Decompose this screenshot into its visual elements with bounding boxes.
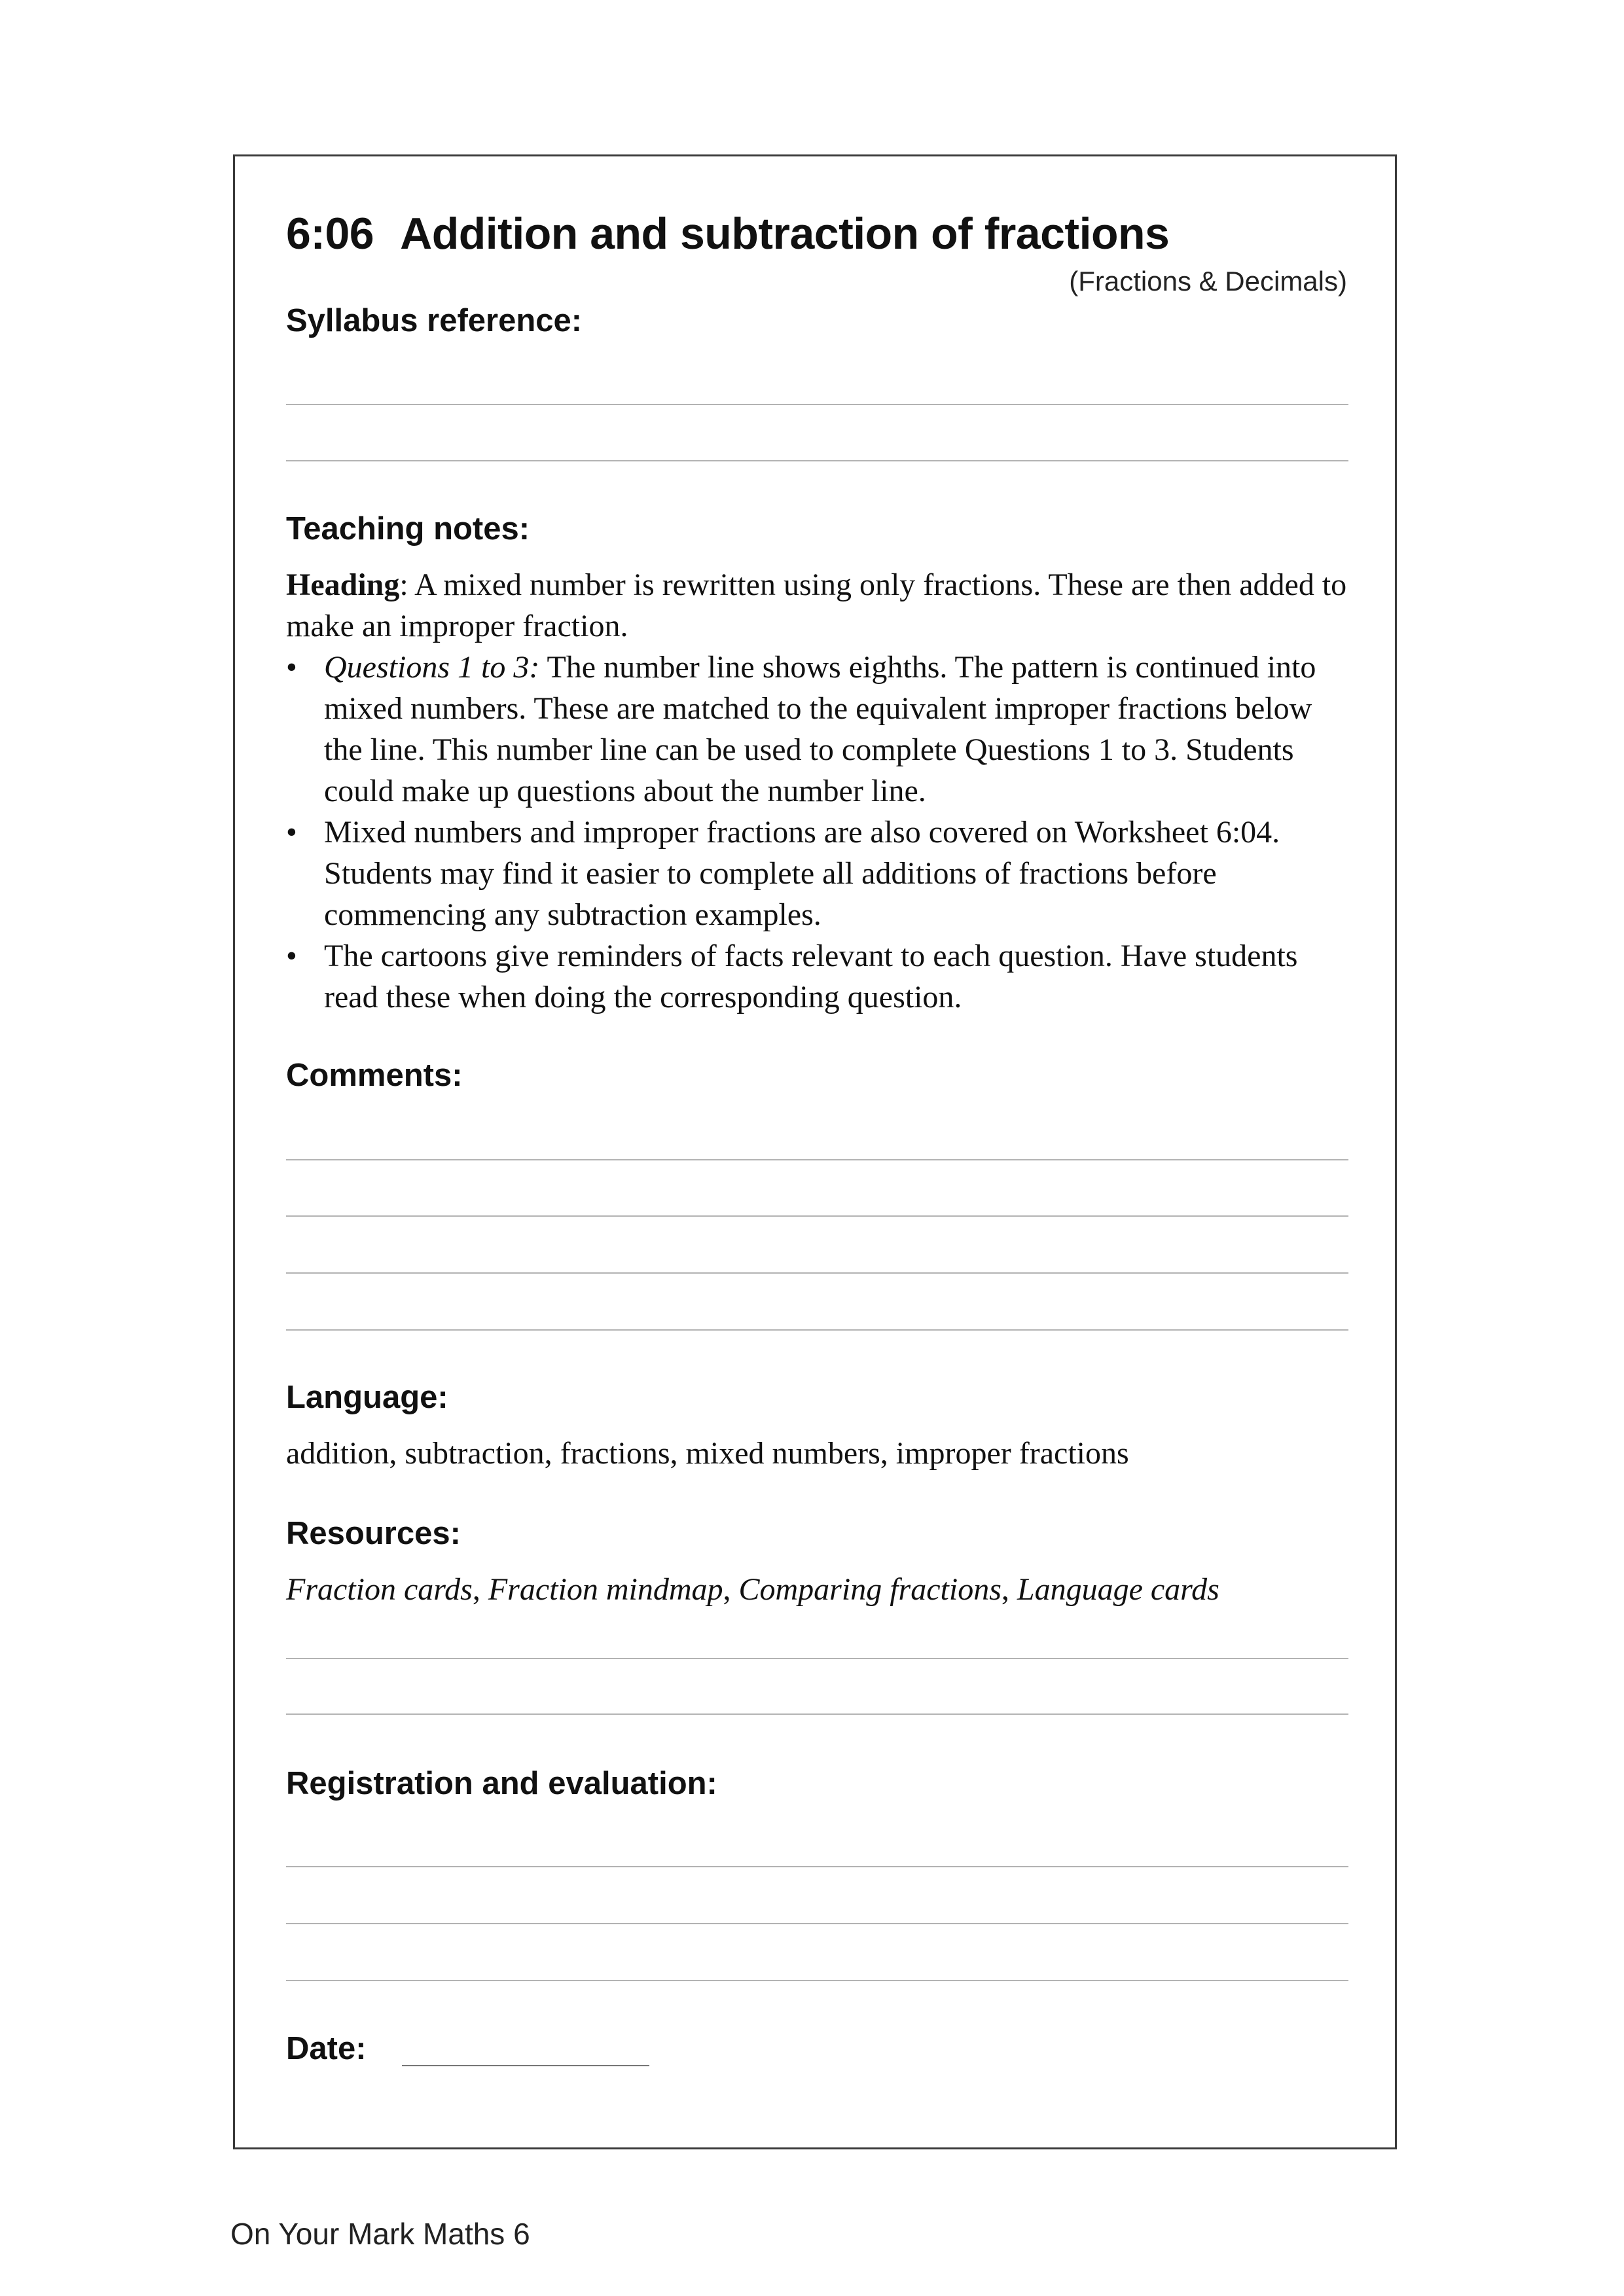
teaching-notes-heading: Teaching notes: [286, 511, 530, 547]
teaching-notes-body [286, 564, 1350, 1018]
worksheet-number: 6:06 [286, 209, 374, 259]
intro-text: : A mixed number is rewritten using only fractions. These are then added to make an improper fraction. [286, 567, 1347, 643]
list-item-lead: Questions 1 to 3: [324, 650, 540, 685]
page-title [286, 208, 1169, 259]
resources-write-line[interactable] [286, 1658, 1348, 1659]
list-item [286, 812, 1350, 935]
comments-write-line[interactable] [286, 1159, 1348, 1160]
bullet-icon: • [286, 650, 297, 685]
comments-write-line[interactable] [286, 1272, 1348, 1274]
date-write-line[interactable] [402, 2065, 649, 2066]
comments-heading: Comments: [286, 1058, 463, 1093]
resource-item: Fraction mindmap [488, 1572, 723, 1607]
syllabus-heading: Syllabus reference: [286, 303, 583, 338]
syllabus-write-line[interactable] [286, 460, 1348, 461]
list-item-text: The cartoons give reminders of facts relevant to each question. Have students read these when doing the corresponding question. [324, 939, 1298, 1014]
language-text: addition, subtraction, fractions, mixed numbers, improper fractions [286, 1436, 1129, 1471]
language-heading: Language: [286, 1380, 448, 1415]
date-heading: Date: [286, 2031, 367, 2066]
resource-item: Fraction cards [286, 1572, 473, 1607]
resource-item: Comparing fractions [738, 1572, 1001, 1607]
footer-text: On Your Mark Maths 6 [230, 2217, 530, 2251]
syllabus-write-line[interactable] [286, 404, 1348, 405]
list-item [286, 647, 1350, 812]
list-item-text: The number line shows eighths. The pattern is continued into mixed numbers. These are matched to the equivalent improper fractions below the line. This number line can be used to complete Questions 1 to 3. Students could make up questions about the number line. [324, 650, 1316, 808]
teaching-notes-intro [286, 564, 1350, 647]
registration-write-line[interactable] [286, 1923, 1348, 1924]
worksheet-title: Addition and subtraction of fractions [400, 209, 1170, 259]
resources-write-line[interactable] [286, 1713, 1348, 1715]
registration-write-line[interactable] [286, 1866, 1348, 1867]
resources-heading: Resources: [286, 1516, 461, 1551]
topic-label: (Fractions & Decimals) [1069, 266, 1347, 296]
registration-write-line[interactable] [286, 1980, 1348, 1981]
resources-list: Fraction cards, Fraction mindmap, Comparing fractions, Language cards [286, 1572, 1219, 1607]
registration-heading: Registration and evaluation: [286, 1766, 717, 1801]
teaching-notes-list [286, 647, 1350, 1018]
bullet-icon: • [286, 815, 297, 850]
list-item-text: Mixed numbers and improper fractions are also covered on Worksheet 6:04. Students may find it easier to complete all additions of fractions before commencing any subtraction examples. [324, 815, 1280, 932]
list-item [286, 935, 1350, 1018]
bullet-icon: • [286, 939, 297, 973]
resource-item: Language cards [1017, 1572, 1219, 1607]
comments-write-line[interactable] [286, 1329, 1348, 1331]
comments-write-line[interactable] [286, 1215, 1348, 1217]
intro-bold-label: Heading [286, 567, 400, 602]
page-border-frame [233, 154, 1397, 2149]
